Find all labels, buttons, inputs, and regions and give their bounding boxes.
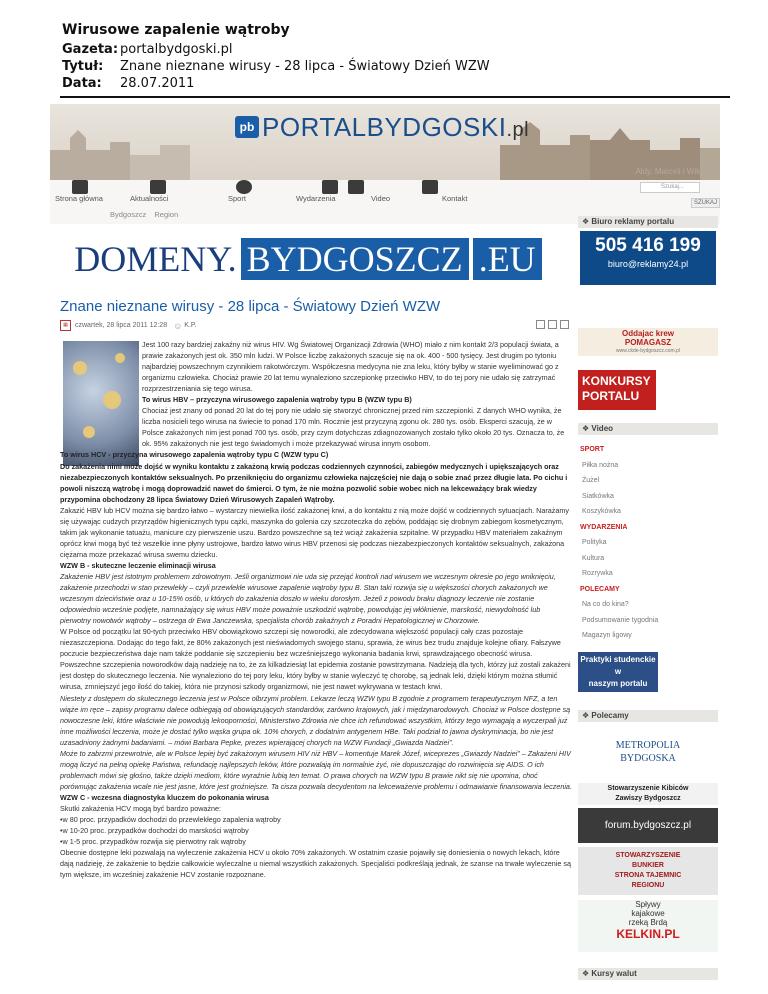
clip-tytul-row: [62, 59, 722, 76]
category-link[interactable]: WYDARZENIA: [580, 523, 628, 531]
logo-main: PORTALBYDGOSKI: [262, 111, 507, 142]
category-link[interactable]: Koszykówka: [582, 508, 621, 515]
article-paragraph: WZW C - wczesna diagnostyka kluczem do pokonania wirusa: [60, 792, 269, 802]
home-icon: [72, 180, 88, 194]
clip-gazeta-row: [62, 42, 722, 59]
praktyki-line3: naszym portalu: [588, 679, 648, 688]
video-heading: ❖ Video: [578, 423, 718, 435]
article-paragraph: •w 1-5 proc. przypadków rozwija się pierwotny rak wątroby: [60, 837, 246, 847]
splywy-line3: rzeką Brdą: [628, 918, 668, 927]
share-tools: [536, 320, 569, 329]
nameday-text: Aldy, Marceli i Wiktora: [635, 167, 714, 176]
domeny-banner[interactable]: [54, 232, 562, 286]
article-date: czwartek, 28 lipca 2011 12:28: [75, 322, 168, 329]
biuro-reklamy-ad[interactable]: [580, 231, 716, 285]
domeny-right: .EU: [473, 238, 542, 280]
ad-email: biuro@reklamy24.pl: [607, 259, 689, 269]
pdf-icon[interactable]: [536, 320, 545, 329]
article-paragraph: Skutki zakażenia HCV mogą być bardzo poważne:: [60, 803, 222, 813]
clip-divider: [60, 96, 730, 98]
category-link[interactable]: Podsumowanie tygodnia: [582, 616, 659, 624]
kibicow-line1: Stowarzyszenie Kibiców: [607, 785, 689, 792]
category-link[interactable]: Siatkówka: [582, 492, 614, 500]
category-link[interactable]: POLECAMY: [580, 585, 620, 593]
krew-line1: Oddajac krew: [621, 329, 675, 338]
clip-data-row: [62, 76, 722, 93]
nav-events[interactable]: Wydarzenia: [296, 194, 336, 203]
article-paragraph: Powszechne szczepienia noworodków dają nadzieję na to, że za kilkadziesiąt lat epidemia zostanie powstrzymana. Nadzieją dla tych, którzy już zostali zakażeni jest dostęp do skutecznego leczenia. Nie wynaleziono do tej pory leku, który byłby w stanie wyleczyć tę chorobę, są jednak leki, dzięki którym można stłumić wirusa, zmniejszyć jego ilość do takiej, która nie przynosi szkody organizmowi, nie jest nawet wykrywana w testach krwi.: [60, 660, 571, 692]
article-paragraph: Może to zabrzmi przewrotnie, ale w Polsce lepiej być zakażonym wirusem HIV niż HBV – komentuje Marek Józef, wiceprezes „Gwiazdy Nadziei” – Zakażeni HIV mogą liczyć na pełną opiekę Państwa, refundację najlepszych leków, które pozwalają im normalnie żyć, nie dopuszczając do rozwinięcia się AIDS. O ich problemach mówi się głośno, także dzięki mediom, które wyraźnie lubią ten temat. O prawa chorych na WZW typu B prawie nikt się nie upomina, choć porównując zakażenia wcale nie jest jasne, które jest groźniejsze. Ta cisza pozwala decydentom na lekceważenie problemu i odmawianie finansowania leczenia.: [60, 748, 572, 791]
article-meta: [60, 320, 197, 331]
article-paragraph: •w 80 proc. przypadków dochodzi do przewlekłego zapalenia wątroby: [60, 815, 281, 825]
krew-line2: POMAGASZ: [624, 338, 672, 347]
splywy-ad[interactable]: [578, 900, 718, 952]
article-author: K.P.: [184, 322, 197, 329]
domeny-mid: BYDGOSZCZ: [241, 238, 469, 280]
domeny-left: DOMENY.: [74, 239, 237, 279]
forum-ad[interactable]: forum.bydgoszcz.pl: [578, 808, 718, 843]
kelkin-text: KELKIN.PL: [616, 927, 680, 941]
logo-tld: .pl: [506, 118, 530, 141]
praktyki-line2: w: [614, 667, 622, 676]
news-icon: [150, 180, 166, 194]
clip-tytul: Znane nieznane wirusy - 28 lipca - Światowy Dzień WZW: [120, 59, 490, 74]
subnav-bydgoszcz[interactable]: Bydgoszcz: [110, 210, 147, 219]
article-paragraph: Jest 100 razy bardziej zakaźny niż wirus HIV. Wg Światowej Organizacji Zdrowia (WHO) miało z nim kontakt 2/3 populacji świata, a prawie zakażonych jest ok. 350 mln ludzi. W Polsce liczbę zakażonych szacuje się na ok. 400 - 500 tysięcy. Jest drugim po tytoniu najbardziej powszechnym czynnikiem rakotwórczym. Współczesna medycyna nie zna leku, który byłby w stanie wyeliminować go z organizmu człowieka. Chociaż prawie 20 lat temu wynaleziono szczepionkę przeciwko HBV, to do tej pory nie udało się zatrzymać rozprzestrzeniania się tego wirusa.: [142, 340, 559, 394]
clip-gazeta-label: Gazeta:: [62, 42, 119, 57]
krew-url: www.ckde-bydgoszcz.com.pl: [616, 348, 680, 354]
bunkier-line2: BUNKIER: [632, 862, 664, 869]
praktyki-line1: Praktyki studenckie: [580, 655, 656, 664]
article-paragraph: Obecnie dostępne leki pozwalają na wyleczenie zakażenia HCV u około 70% zakażonych. W ostatnim czasie pojawiły się doniesienia o nowych lekach, które dają nadzieję, że zakażenie to będzie całkowicie wyleczalne u niemal wszystkich zakażonych. Specjaliści podkreślają jednak, że szanse na trwałe wyleczenie są tym większe, im wcześniej zakażenie HCV zostanie rozpoznane.: [60, 848, 571, 880]
article-paragraph: Zakażenie HBV jest istotnym problemem zdrowotnym. Jeśli organizmowi nie uda się przejąć kontroli nad wirusem we wczesnym okresie po jego wniknięciu, zakażenie przechodzi w stan przewlekły – czyli przewlekłe wirusowe zapalenie wątroby typu B. Stan taki rozwija się u większości chorych zakażonych we wczesnym dzieciństwie oraz u 10-15% osób, u których do zakażenia doszło w wieku dorosłym. Jeżeli z powodu braku diagnozy leczenie nie zostanie odpowiednio wcześnie podjęte, namnażający się wirus HBV może poważnie uszkodzić wątrobę, powodując jej włóknienie, marskość, niewydolność lub pierwotny nowotwór wątroby – ostrzega dr Ewa Janczewska, specjalista chorób zakaźnych z Poradni Hepatologicznej w Chorzowie.: [60, 571, 556, 626]
category-link[interactable]: Rozrywka: [582, 570, 613, 577]
category-link[interactable]: Polityka: [582, 539, 607, 546]
clip-header: [62, 22, 722, 93]
category-link[interactable]: Żużel: [582, 477, 600, 484]
nav-contact[interactable]: Kontakt: [442, 194, 468, 203]
contact-icon: [422, 180, 438, 194]
biuro-heading: ❖ Biuro reklamy portalu: [578, 216, 718, 228]
category-link[interactable]: SPORT: [580, 446, 605, 453]
article-paragraph: Niestety z dostępem do skutecznego leczenia jest w Polsce olbrzymi problem. Lekarze leczą WZW typu B zgodnie z programem terapeutycznym NFZ, a ten wiąże im ręce – zapisy programu dalece odbiegają od obowiązujących standardów, zarówno krajowych, jak i międzynarodowych. Chociaż w Polsce dostępne są nowoczesne leki, które właściwie nie powodują lekooporności, Ministerstwo Zdrowia nie chce ich refundować wszystkim, którzy tego wymagają a wyczerpali już inne możliwości leczenia, może je dostać tylko wąska grupa ok. 10% chorych, z dodatnim antygenem HBe. Taki podział to jawna dyskryminacja, bo nie jest uzasadniony żadnymi badaniami. – mówi Barbara Pepke, prezes wpierającej chorych na WZW Fundacji „Gwiazda Nadziei”.: [60, 693, 571, 747]
nav-sport[interactable]: Sport: [228, 194, 246, 203]
logo-badge: pb: [235, 116, 259, 138]
article-paragraph: •w 10-20 proc. przypadków dochodzi do marskości wątroby: [60, 826, 249, 836]
category-link[interactable]: Kultura: [582, 554, 605, 562]
nav-video[interactable]: Video: [371, 194, 391, 203]
clip-tytul-label: Tytuł:: [62, 59, 104, 74]
bunkier-line1: STOWARZYSZENIE: [615, 852, 681, 859]
kursy-heading: ❖ Kursy walut: [578, 968, 718, 980]
konkursy-line2: PORTALU: [582, 389, 640, 403]
metropolia-line1: METROPOLIA: [615, 740, 681, 751]
article-paragraph: Chociaż jest znany od ponad 20 lat do tej pory nie udało się stworzyć chronicznej przed nim szczepionki. Z danych WHO wynika, że liczba nosicieli tego wirusa na świecie to ponad 170 mln. Rocznie jest przyczyną zgonu ok. 280 tys. osób. Eksperci szacują, że w Polsce zakażonych nim jest ponad 700 tys. osób, przy czym dotychczas zdiagnozowanych zostało tylko około 20 tys. Oznacza to, że ok. 95% zakażonych nie jest tego świadomych i może przekazywać wirusa innym osobom.: [142, 406, 565, 449]
clip-heading: Wirusowe zapalenie wątroby: [62, 22, 290, 38]
category-list: [580, 442, 716, 644]
article-body: [60, 339, 572, 880]
sub-nav: [110, 210, 184, 219]
polecamy-heading: ❖ Polecamy: [578, 710, 718, 722]
konkursy-ad[interactable]: [578, 370, 656, 410]
praktyki-ad[interactable]: [578, 652, 658, 692]
article-paragraph: To wirus HBV – przyczyna wirusowego zapalenia wątroby typu B (WZW typu B): [142, 395, 412, 405]
email-icon[interactable]: [560, 320, 569, 329]
search-button[interactable]: SZUKAJ: [691, 198, 720, 208]
splywy-line2: kajakowe: [631, 909, 665, 918]
video-icon: [348, 180, 364, 194]
calendar-icon: ▦: [60, 320, 71, 331]
kibicow-line2: Zawiszy Bydgoszcz: [615, 795, 681, 802]
bunkier-ad[interactable]: [578, 847, 718, 895]
ball-icon: [236, 180, 252, 194]
nav-home[interactable]: Strona główna: [55, 194, 103, 203]
category-link[interactable]: Na co do kina?: [582, 601, 629, 608]
kibicow-ad[interactable]: [578, 783, 718, 805]
article-paragraph: W Polsce od początku lat 90-tych przeciwko HBV obowiązkowo szczepi się noworodki, ale zdecydowana większość populacji cały czas pozostaje niezaszczepiona. Dodając do tego fakt, że 80% zakażonych jest nieświadomych swojego stanu, sprawia, że wirus bez trudu znajduje kolejne ofiary. Fałszywe poczucie bezpieczeństwa daje nam także poddanie się szczepieniu bez wcześniejszego wykonania badania krwi, sprawdzającego obecność wirusa.: [60, 627, 561, 659]
site-banner: [50, 104, 720, 180]
article-paragraph: WZW B - skuteczne leczenie eliminacji wirusa: [60, 560, 216, 570]
category-link[interactable]: Magazyn ligowy: [582, 632, 632, 639]
metropolia-ad[interactable]: [578, 734, 718, 770]
logo-text: [262, 112, 529, 143]
events-icon: [322, 180, 338, 194]
article-paragraph: Do zakażenia nimi może dojść w wyniku kontaktu z zakażoną krwią podczas codziennych czynności, zabiegów medycznych i upiększających oraz niezabezpieczonych kontaktów seksualnych. Po przeniknięciu do organizmu człowieka najczęściej nie dają o sobie znać przez długie lata. Po cichu i powoli niszczą wątrobę i mogą doprowadzić nawet do śmierci. O tym, że nie można pozwolić sobie wobec nich na lekceważący brak wiedzy przypomina obchodzony 28 lipca Światowy Dzień Wirusowych Zapaleń Wątroby.: [60, 461, 568, 504]
konkursy-line1: KONKURSY: [582, 374, 651, 388]
clip-gazeta: portalbydgoski.pl: [120, 42, 233, 57]
nav-news[interactable]: Aktualności: [130, 194, 169, 203]
article-paragraph: To wirus HCV - przyczyna wirusowego zapalenia wątroby typu C (WZW typu C): [60, 450, 329, 460]
search-input[interactable]: Szukaj...: [640, 182, 700, 193]
print-icon[interactable]: [548, 320, 557, 329]
bunkier-line3: STRONA TAJEMNIC: [614, 872, 682, 879]
metropolia-line2: BYDGOSKA: [620, 753, 676, 764]
clip-data: 28.07.2011: [120, 76, 195, 91]
bunkier-line4: REGIONU: [631, 882, 665, 889]
category-link[interactable]: Piłka nożna: [582, 461, 619, 469]
splywy-line1: Spływy: [635, 900, 661, 909]
article-paragraph: Zakazić HBV lub HCV można się bardzo łatwo – wystarczy niewielka ilość zakażonej krwi, a do kontaktu z nią może dojść w codziennych sytuacjach. Narażamy się używając cudzych przyrządów higienicznych typu cążki, maszynka do golenia czy szczoteczka do zębów, poddając się drobnym zabiegom kosmetycznym, takim jak wykonanie tatuażu, manicure czy pierwszenie uszu. Bardzo powszechne są też wciąż zakażenia szpitalne. W przypadku HBV materiałem zakaźnym oprócz krwi mogą być też wszelkie inne płyny ustrojowe, bardzo łatwo wirus HBV przenosi się podczas niezabezpieczonych kontaktów seksualnych, zakażona ciężarna może przekazać wirusa swemu dziecku.: [60, 505, 569, 559]
site-logo[interactable]: [235, 112, 529, 142]
subnav-region[interactable]: Region: [154, 210, 179, 219]
clip-data-label: Data:: [62, 76, 102, 91]
article-title: Znane nieznane wirusy - 28 lipca - Światowy Dzień WZW: [60, 298, 441, 315]
krew-ad[interactable]: [578, 328, 718, 356]
ad-phone: 505 416 199: [595, 235, 701, 256]
user-icon: ☺: [173, 320, 183, 331]
